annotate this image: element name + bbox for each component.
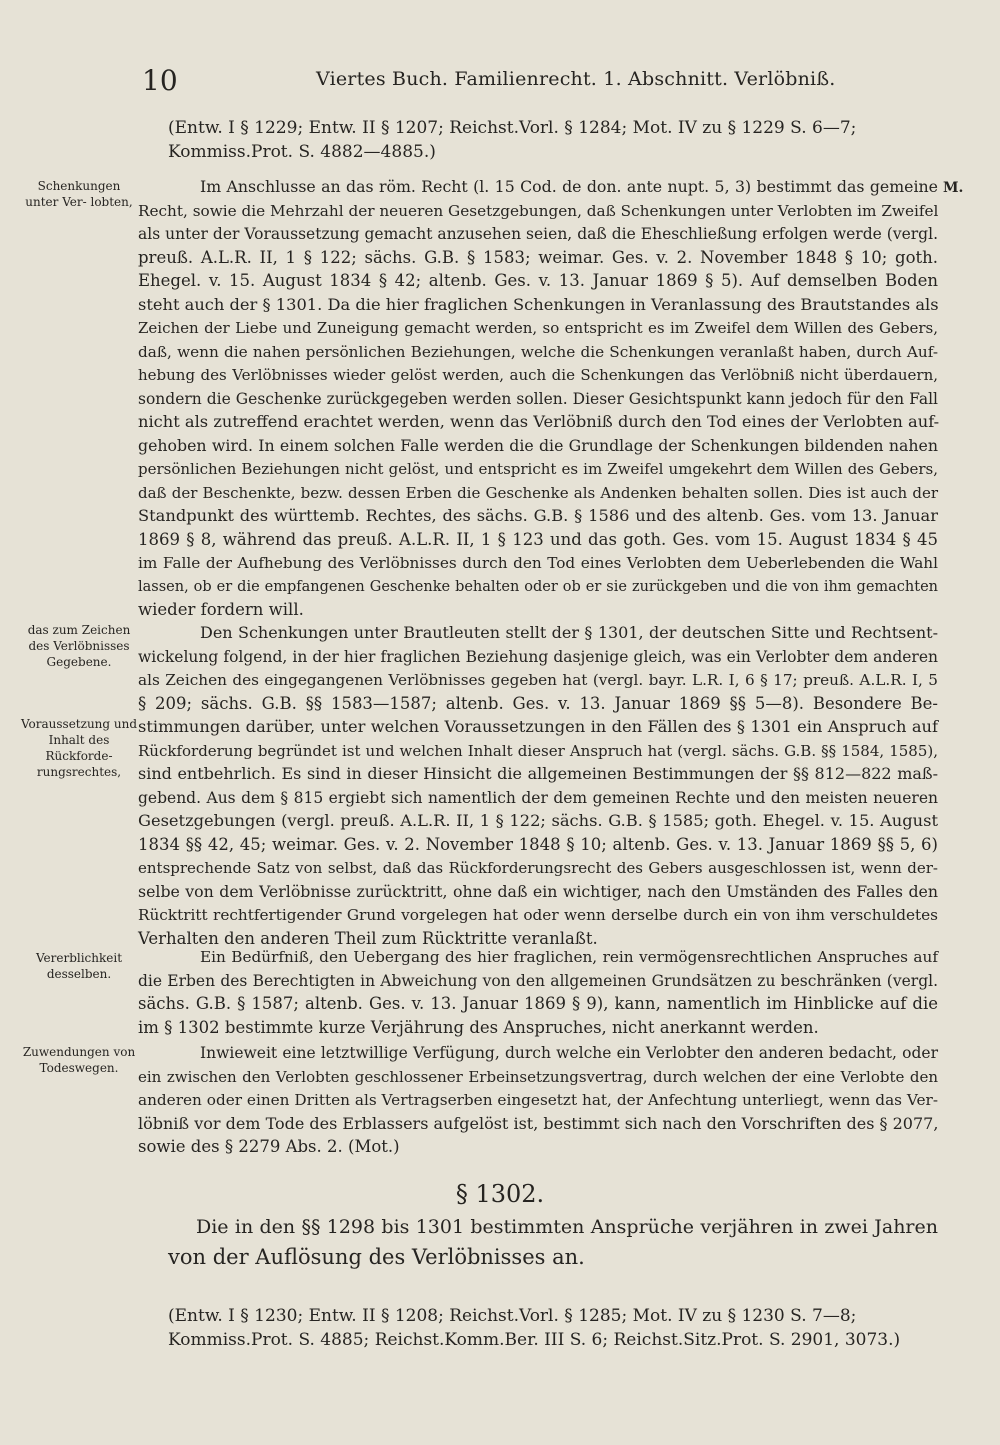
text-line: Recht, sowie die Mehrzahl der neueren Gesetzgebungen, daß Schenkungen unter Verlobten im Zweifel — [138, 201, 939, 220]
text-line: im Falle der Aufhebung des Verlöbnisses durch den Tod eines Verlobten dem Ueberlebenden die Wahl — [138, 554, 938, 572]
text-line: Verhalten den anderen Theil zum Rücktritte veranlaßt. — [138, 928, 598, 948]
text-line: löbniß vor dem Tode des Erblassers aufgelöst ist, bestimmt sich nach den Vorschriften des § 2077, — [138, 1113, 939, 1133]
text-line: 1869 § 8, während das preuß. A.L.R. II, 1 § 123 und das goth. Ges. vom 15. August 1834 § 45 — [138, 529, 938, 549]
text-line: hebung des Verlöbnisses wieder gelöst werden, auch die Schenkungen das Verlöbniß nicht überdauern, — [138, 366, 938, 384]
margin-note-vererblichkeit: Vererblichkeit desselben. — [35, 951, 123, 981]
page-number: 10 — [142, 64, 178, 97]
text-line: preuß. A.L.R. II, 1 § 122; sächs. G.B. § 1583; weimar. Ges. v. 2. November 1848 § 10; goth. — [138, 247, 938, 267]
text-line: entsprechende Satz von selbst, daß das Rückforderungsrecht des Gebers ausgeschlossen ist, wenn der- — [138, 859, 938, 877]
text-line: selbe von dem Verlöbnisse zurücktritt, ohne daß ein wichtiger, nach den Umständen des Falles den — [138, 881, 938, 901]
text-line: wieder fordern will. — [138, 600, 304, 619]
citation-top — [168, 116, 938, 164]
text-line: Gesetzgebungen (vergl. preuß. A.L.R. II, 1 § 122; sächs. G.B. § 1585; goth. Ehegel. v. 15. August — [138, 811, 938, 830]
text-line: Standpunkt des württemb. Rechtes, des sächs. G.B. § 1586 und des altenb. Ges. vom 13. Januar — [138, 506, 938, 525]
margin-note-zeichen: das zum Zeichen des Verlöbnisses Gegebene. — [27, 623, 131, 669]
margin-note-zuwendungen: Zuwendungen von Todeswegen. — [22, 1045, 136, 1075]
text-line: sondern die Geschenke zurückgegeben werden sollen. Dieser Gesichtspunkt kann jedoch für den Fall — [138, 389, 938, 408]
text-line: wickelung folgend, in der hier fraglichen Beziehung dasjenige gleich, was ein Verlobter dem anderen — [138, 647, 938, 666]
text-line: als Zeichen des eingegangenen Verlöbnisses gegeben hat (vergl. bayr. L.R. I, 6 § 17; preuß. A.L.R. I, 5 — [138, 671, 938, 689]
text-line: persönlichen Beziehungen nicht gelöst, und entspricht es im Zweifel umgekehrt dem Willen des Gebers, — [138, 460, 938, 478]
text-line: ein zwischen den Verlobten geschlossener Erbeinsetzungsvertrag, durch welchen der eine Verlobte den — [138, 1067, 938, 1086]
text-line: § 209; sächs. G.B. §§ 1583—1587; altenb. Ges. v. 13. Januar 1869 §§ 5—8). Besondere Be- — [138, 693, 938, 713]
text-line: gehoben wird. In einem solchen Falle werden die die Grundlage der Schenkungen bildenden nahen — [138, 435, 938, 455]
text-line: Rücktritt rechtfertigender Grund vorgelegen hat oder wenn derselbe durch ein von ihm verschuldetes — [138, 906, 938, 924]
text-line: lassen, ob er die empfangenen Geschenke behalten oder ob er sie zurückgeben und die von ihm gemachten — [138, 578, 938, 595]
text-line: Im Anschlusse an das röm. Recht (l. 15 Cod. de don. ante nupt. 5, 3) bestimmt das gemeine — [200, 177, 938, 196]
text-line: Ehegel. v. 15. August 1834 § 42; altenb. Ges. v. 13. Januar 1869 § 5). Auf demselben Boden — [138, 271, 938, 290]
section-rule-line: von der Auflösung des Verlöbnisses an. — [168, 1245, 585, 1269]
text-line: Ein Bedürfniß, den Uebergang des hier fraglichen, rein vermögensrechtlichen Anspruches auf — [200, 948, 938, 966]
text-line: sowie des § 2279 Abs. 2. (Mot.) — [138, 1137, 400, 1156]
margin-marker: M. — [943, 180, 964, 196]
section-rule-line: Die in den §§ 1298 bis 1301 bestimmten Ansprüche verjähren in zwei Jahren — [196, 1216, 938, 1238]
citation-line: Kommiss.Prot. S. 4885; Reichst.Komm.Ber. III S. 6; Reichst.Sitz.Prot. S. 2901, 3073.) — [168, 1330, 901, 1350]
text-line: daß, wenn die nahen persönlichen Beziehungen, welche die Schenkungen veranlaßt haben, durch Auf- — [138, 342, 938, 361]
section-rule — [168, 1212, 938, 1274]
section-heading: § 1302. — [455, 1180, 545, 1208]
text-line: anderen oder einen Dritten als Vertragserben eingesetzt hat, der Anfechtung unterliegt, wenn das Ver- — [138, 1091, 938, 1109]
text-line: stimmungen darüber, unter welchen Voraussetzungen in den Fällen des § 1301 ein Anspruch auf — [138, 717, 938, 736]
text-line: im § 1302 bestimmte kurze Verjährung des Anspruches, nicht anerkannt werden. — [138, 1017, 819, 1037]
text-line: Zeichen der Liebe und Zuneigung gemacht werden, so entspricht es im Zweifel dem Willen des Gebers, — [138, 319, 938, 337]
text-line: Rückforderung begründet ist und welchen Inhalt dieser Anspruch hat (vergl. sächs. G.B. §§ 1584, 1585), — [138, 741, 938, 760]
citation-line: (Entw. I § 1230; Entw. II § 1208; Reichst.Vorl. § 1285; Mot. IV zu § 1230 S. 7—8; — [168, 1306, 857, 1326]
citation-line: Kommiss.Prot. S. 4882—4885.) — [168, 142, 436, 162]
text-line: daß der Beschenkte, bezw. dessen Erben die Geschenke als Andenken behalten sollen. Dies ist auch der — [138, 483, 938, 502]
text-line: sind entbehrlich. Es sind in dieser Hinsicht die allgemeinen Bestimmungen der §§ 812—822 maß- — [138, 764, 938, 783]
text-line: gebend. Aus dem § 815 ergiebt sich namentlich der dem gemeinen Rechte und den meisten neueren — [138, 788, 938, 807]
running-title: Viertes Buch. Familienrecht. 1. Abschnitt. Verlöbniß. — [316, 68, 836, 90]
text-line: steht auch der § 1301. Da die hier fraglichen Schenkungen in Veranlassung des Brautstandes als — [138, 294, 939, 314]
margin-note-schenkungen: Schenkungen unter Ver- lobten, — [25, 179, 133, 209]
margin-note-rueckforderung: Voraussetzung und Inhalt des Rückforde- rungsrechtes, — [20, 717, 138, 779]
citation-bottom — [168, 1304, 938, 1352]
text-line: die Erben des Berechtigten in Abweichung von den allgemeinen Grundsätzen zu beschränken (vergl. — [138, 971, 938, 990]
citation-line: (Entw. I § 1229; Entw. II § 1207; Reichst.Vorl. § 1284; Mot. IV zu § 1229 S. 6—7; — [168, 118, 857, 138]
text-line: Inwieweit eine letztwillige Verfügung, durch welche ein Verlobter den anderen bedacht, oder — [200, 1044, 938, 1062]
text-line: sächs. G.B. § 1587; altenb. Ges. v. 13. Januar 1869 § 9), kann, namentlich im Hinblicke auf die — [138, 994, 938, 1013]
text-line: Den Schenkungen unter Brautleuten stellt der § 1301, der deutschen Sitte und Rechtsent- — [200, 623, 938, 642]
text-line: als unter der Voraussetzung gemacht anzusehen seien, daß die Eheschließung erfolgen werde (vergl. — [138, 225, 938, 243]
text-line: 1834 §§ 42, 45; weimar. Ges. v. 2. November 1848 § 10; altenb. Ges. v. 13. Januar 1869 §§ 5, 6) — [138, 834, 938, 854]
text-line: nicht als zutreffend erachtet werden, wenn das Verlöbniß durch den Tod eines der Verlobten auf- — [138, 412, 940, 431]
